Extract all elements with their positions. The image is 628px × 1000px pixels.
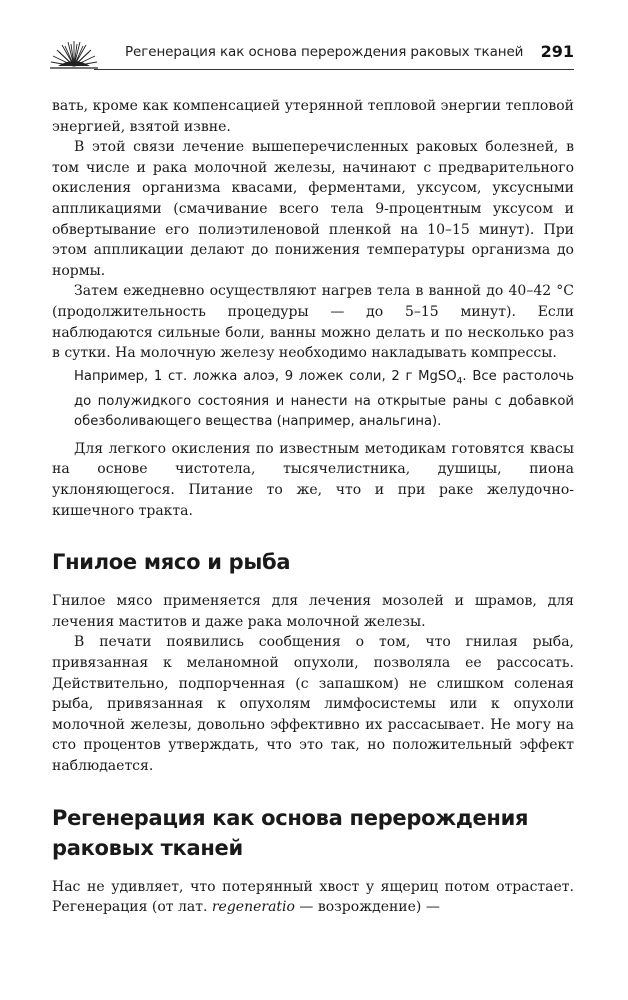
header-rule [94, 69, 574, 70]
paragraph-6: В печати появились сообщения о том, что гнилая рыба, привязанная к меланомной опухоли, позволяла ее рассосать. Действительно, подпорченная (с запашком) не слишком соленая рыба, привязанная к опухолям лимфосистемы или к опухоли молочной железы, довольно эффективно их рассасывает. Не могу на сто процентов утверждать, что это так, но положительный эффект наблюдается. [52, 634, 574, 774]
section-heading-regeneration: Регенерация как основа перерождения раковых тканей [52, 805, 529, 860]
running-header [50, 36, 574, 72]
paragraph-7 [52, 877, 574, 918]
latin-term: regeneratio [211, 899, 295, 916]
note-text-start: Например, 1 ст. ложка алоэ, 9 ложек соли, 2 г MgSO [74, 368, 457, 384]
paragraph-4: Для легкого окисления по известным методикам готовятся квасы на основе чистотела, тысячелистника, душицы, пиона уклоняющегося. Питание то же, что и при раке желудочно-кишечного тракта. [52, 440, 574, 519]
page-number: 291 [540, 42, 574, 61]
running-title: Регенерация как основа перерождения раковых тканей [125, 44, 524, 60]
note-subscript: 4 [456, 376, 463, 387]
note-text-end: . Все растолочь до полужидкого состояния и нанести на открытые раны с добавкой обезболивающего вещества (например, анальгина). [74, 368, 574, 430]
page-body [52, 96, 574, 918]
paragraph-3: Затем ежедневно осуществляют нагрев тела в ванной до 40–42 °C (продолжительность процедуры — до 5–15 минут). Если наблюдаются сильные боли, ванны можно делать и по несколько раз в сутки. На молочную железу необходимо накладывать компрессы. [52, 283, 574, 362]
paragraph-7-start: Нас не удивляет, что потерянный хвост у ящериц потом отрастает. Регенерация (от лат. [52, 878, 574, 916]
sunburst-ornament-icon [50, 38, 98, 70]
paragraph-7-end: — возрождение) — [294, 899, 440, 916]
paragraph-5: Гнилое мясо применяется для лечения мозолей и шрамов, для лечения маститов и даже рака молочной железы. [52, 593, 574, 630]
paragraph-2: В этой связи лечение вышеперечисленных раковых болезней, в том числе и рака молочной железы, начинают с предварительного окисления организма квасами, ферментами, уксусом, уксусными аппликациями (смачивание всего тела 9-процентным уксусом и обвертывание его полиэтиленовой пленкой на 10–15 минут). При этом аппликации делают до понижения температуры организма до нормы. [52, 139, 574, 279]
paragraph-1: вать, кроме как компенсацией утерянной тепловой энергии тепловой энергией, взятой извне. [52, 98, 574, 135]
recipe-note [74, 367, 574, 433]
section-heading-rotten-meat: Гнилое мясо и рыба [52, 550, 291, 575]
